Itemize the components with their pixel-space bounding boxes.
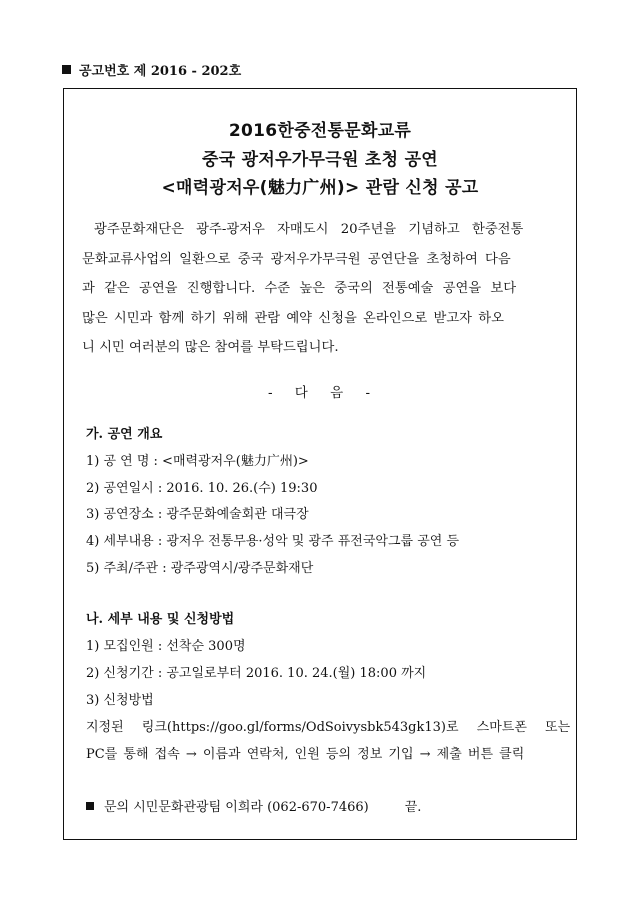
title-line-3: <매력광저우(魅力广州)> 관람 신청 공고 <box>161 178 479 198</box>
notice-number-text: 공고번호 제 2016 - 202호 <box>79 64 242 79</box>
application-method-line: 지정된 링크(https://goo.gl/forms/OdSoivysbk543gk13)로 스마트폰 또는 <box>86 720 571 735</box>
intro-line: 니 시민 여러분의 많은 참여를 부탁드립니다. <box>82 340 339 355</box>
details-heading: - 다 음 - <box>267 385 373 401</box>
end-mark: 끝. <box>404 800 422 815</box>
intro-line: 문화교류사업의 일환으로 중국 광저우가무극원 공연단을 초청하여 다음 <box>82 251 511 267</box>
section-b-item: 2) 신청기간 : 공고일로부터 2016. 10. 24.(월) 18:00 까지 <box>86 666 427 681</box>
section-a-item: 5) 주최/주관 : 광주광역시/광주문화재단 <box>86 561 314 576</box>
title-line-2: 중국 광저우가무극원 초청 공연 <box>201 150 439 170</box>
section-a-item: 3) 공연장소 : 광주문화예술회관 대극장 <box>86 507 309 522</box>
notice-number <box>62 60 241 79</box>
square-bullet-icon <box>62 65 71 74</box>
contact-text: 문의 시민문화관광팀 이희라 (062-670-7466) <box>104 800 369 815</box>
section-a-item: 1) 공 연 명 : <매력광저우(魅力广州)> <box>86 454 309 469</box>
title-line-1: 2016한중전통문화교류 <box>228 121 412 141</box>
square-bullet-icon <box>86 802 94 810</box>
section-b-heading: 나. 세부 내용 및 신청방법 <box>86 612 235 627</box>
application-method-line: PC를 통해 접속 → 이름과 연락처, 인원 등의 정보 기입 → 제출 버튼 클릭 <box>86 747 525 762</box>
intro-line: 많은 시민과 함께 하기 위해 관람 예약 신청을 온라인으로 받고자 하오 <box>82 310 504 326</box>
intro-line: 광주문화재단은 광주-광저우 자매도시 20주년을 기념하고 한중전통 <box>94 222 524 237</box>
intro-paragraph <box>82 215 562 363</box>
contact-line <box>86 796 421 815</box>
notice-box <box>63 88 577 840</box>
section-b-item: 1) 모집인원 : 선착순 300명 <box>86 639 246 654</box>
section-a-item: 4) 세부내용 : 광저우 전통무용·성악 및 광주 퓨전국악그룹 공연 등 <box>86 534 459 549</box>
section-a-item: 2) 공연일시 : 2016. 10. 26.(수) 19:30 <box>86 481 318 496</box>
intro-line: 과 같은 공연을 진행합니다. 수준 높은 중국의 전통예술 공연을 보다 <box>82 281 517 296</box>
section-b-item: 3) 신청방법 <box>86 693 154 708</box>
section-a-heading: 가. 공연 개요 <box>86 427 163 442</box>
